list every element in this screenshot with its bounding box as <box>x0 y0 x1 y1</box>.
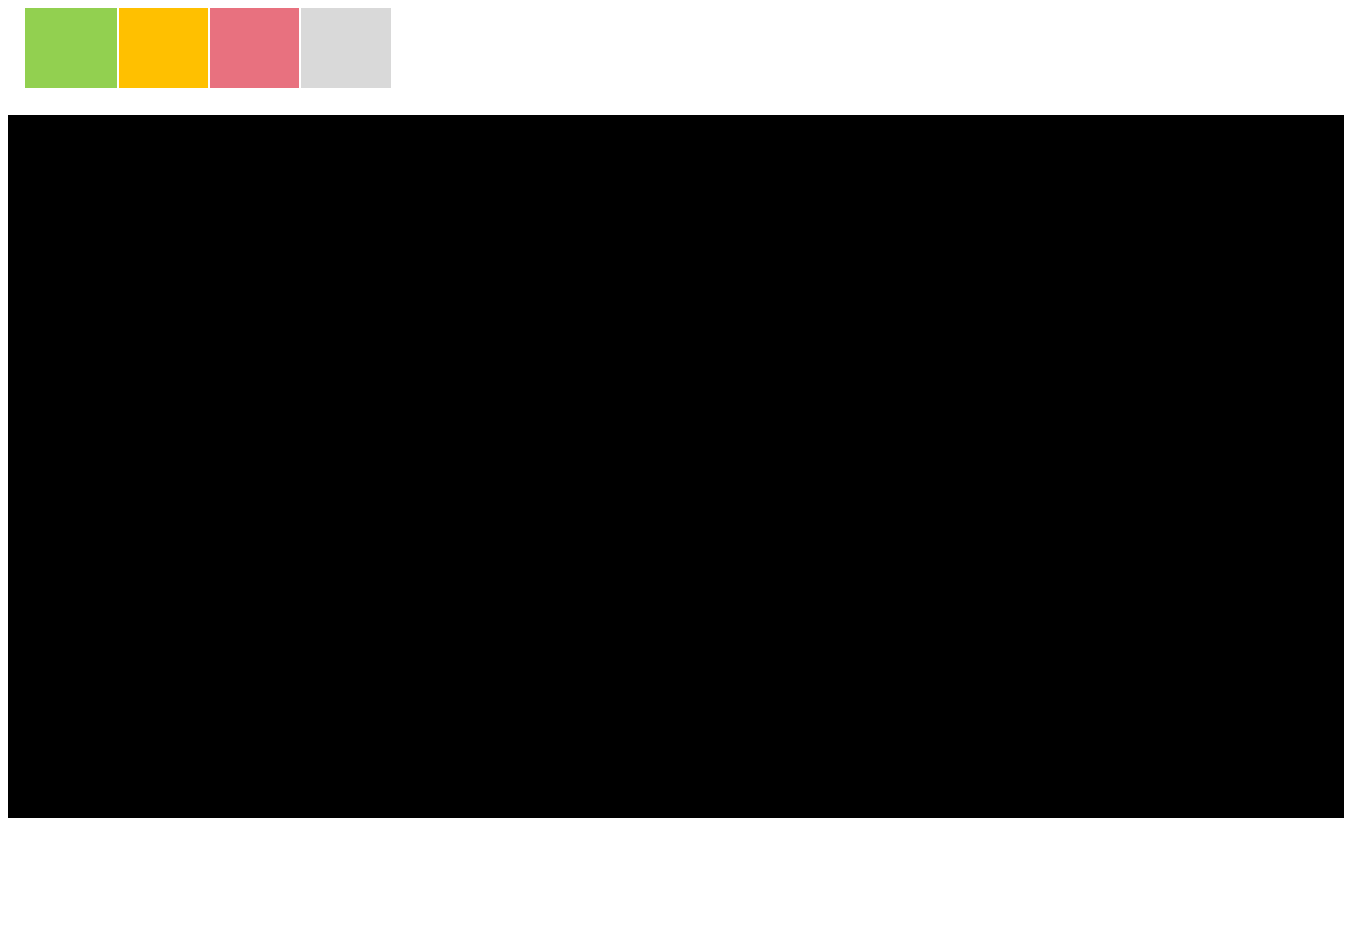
legend-grey <box>300 7 392 89</box>
legend <box>24 7 392 89</box>
legend-green <box>24 7 118 89</box>
legend-red <box>209 7 300 89</box>
legend-amber <box>118 7 209 89</box>
indicator-table <box>8 115 1344 818</box>
